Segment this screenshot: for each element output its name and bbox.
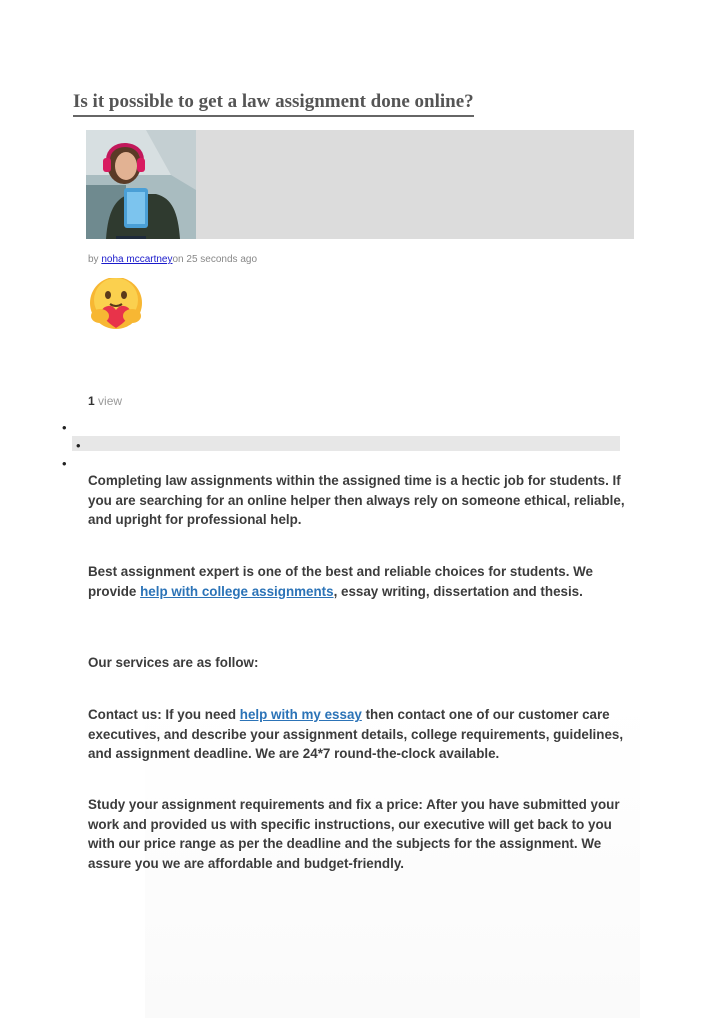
paragraph-intro: Completing law assignments within the assigned time is a hectic job for students. If you are searching for an online helper then always rely on someone ethical, reliable, and upright for professional help. [88,473,625,527]
paragraph-contact [88,705,633,764]
list-bullet: • [62,456,67,471]
paragraph-text: Contact us: If you need [88,707,240,722]
author-photo [86,130,196,239]
college-assignments-link[interactable]: help with college assignments [140,583,334,599]
byline-time: on 25 seconds ago [172,254,258,265]
view-count [88,394,122,408]
author-link[interactable]: noha mccartney [101,254,173,265]
paragraph-expert [88,562,633,601]
list-bullet: • [76,438,81,453]
byline-prefix: by [88,254,102,265]
article-title: Is it possible to get a law assignment done online? [73,90,474,117]
paragraph-text: , essay writing, dissertation and thesis. [333,583,583,599]
view-count-number: 1 [88,394,95,408]
divider-bar [72,436,620,451]
view-count-label: view [94,394,123,408]
list-bullet: • [62,420,67,435]
byline [88,254,257,265]
paragraph-text: then contact one of our customer care executives, and describe your assignment details, college requirements, guidelines, and assignment deadline. We are 24*7 round-the-clock available. [88,707,624,761]
paragraph-pricing: Study your assignment requirements and fix a price: After you have submitted your work and provided us with specific instructions, our executive will get back to you with our price range as per the deadline and the subjects for the assignment. We assure you we are affordable and budget-friendly. [88,797,620,871]
care-reaction-icon [86,278,146,330]
paragraph-services-heading: Our services are as follow: [88,655,259,670]
paragraph-text: Best assignment expert is one of the best and reliable choices for students. We provide [88,564,594,599]
essay-help-link[interactable]: help with my essay [239,707,362,722]
